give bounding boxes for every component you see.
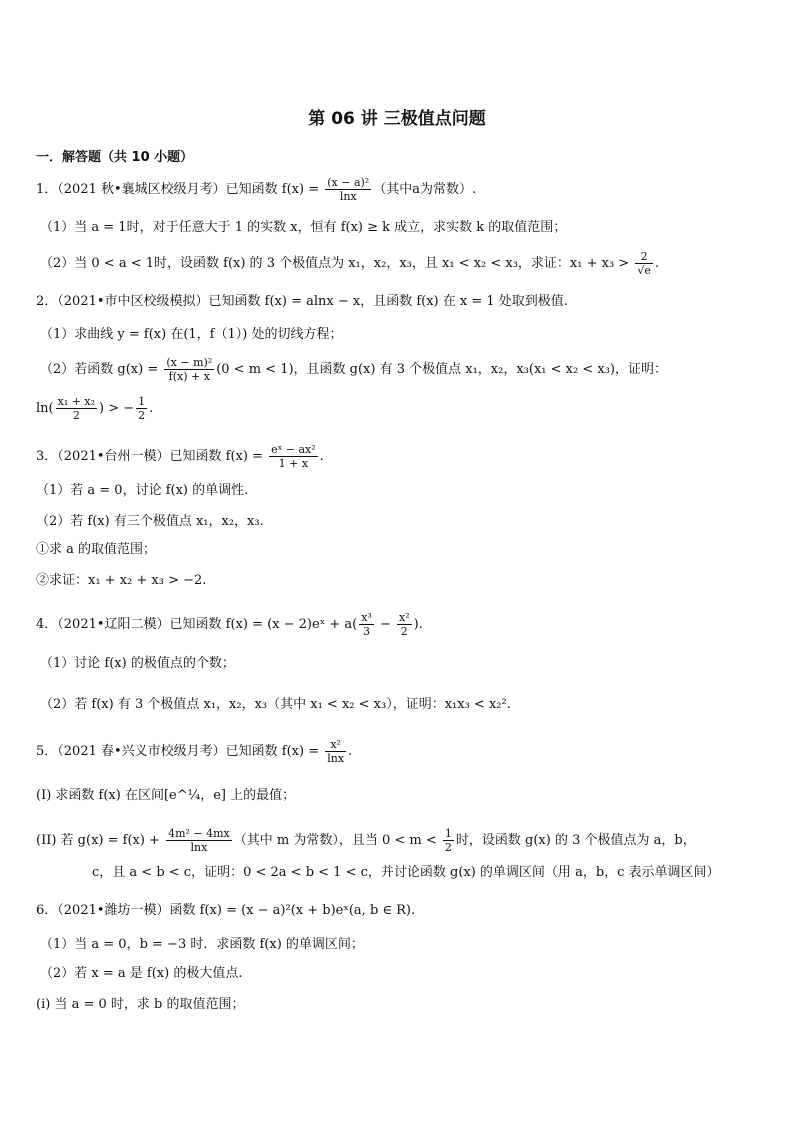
fraction-numerator: x³ [361, 611, 372, 624]
math-fraction [359, 611, 374, 638]
problem-line [40, 964, 764, 984]
line-text: ln( [36, 401, 54, 416]
problem-line [40, 695, 764, 715]
problem-line [36, 540, 764, 560]
line-text: . [149, 401, 154, 416]
line-text: （2）若函数 g(x) = [40, 362, 163, 377]
problem-line [36, 176, 764, 203]
line-text: （2）若 f(x) 有三个极值点 x₁，x₂，x₃. [36, 514, 264, 529]
fraction-numerator: (x − a)² [327, 176, 370, 189]
line-text: . [654, 256, 660, 271]
line-text: ) > − [99, 401, 135, 416]
line-text: （1）若 a = 0，讨论 f(x) 的单调性. [36, 483, 249, 498]
problem-line [36, 292, 764, 312]
math-fraction [325, 176, 371, 203]
fraction-denominator: 2 [400, 625, 408, 638]
line-text: ②求证：x₁ + x₂ + x₃ > −2. [36, 573, 207, 588]
fraction-numerator: eˣ − ax² [271, 443, 316, 456]
problem-line [36, 443, 764, 470]
problem-line [40, 356, 764, 383]
line-text: 6．（2021•潍坊一模）函数 f(x) = (x − a)²(x + b)eˣ(a, b ∈ R). [36, 903, 416, 918]
line-text: （其中 m 为常数），且当 0 < m < [233, 833, 441, 848]
line-text: （2）当 0 < a < 1时，设函数 f(x) 的 3 个极值点为 x₁，x₂，x₃，且 x₁ < x₂ < x₃，求证：x₁ + x₃ > [40, 256, 634, 271]
line-text: （1）讨论 f(x) 的极值点的个数； [40, 656, 235, 671]
problem-line [36, 571, 764, 591]
line-text: . [348, 744, 353, 759]
fraction-denominator: 3 [363, 625, 370, 638]
line-text: . [319, 449, 324, 464]
problem-line [36, 395, 764, 422]
fraction-numerator: x₁ + x₂ [57, 395, 96, 408]
fraction-denominator: 1 + x [278, 457, 309, 470]
line-text: 2．（2021•市中区校级模拟）已知函数 f(x) = alnx − x，且函数 f(x) 在 x = 1 处取到极值. [36, 294, 568, 309]
line-text: c，且 a < b < c，证明：0 < 2a < b < 1 < c，并讨论函数 g(x) 的单调区间（用 a，b，c 表示单调区间） [92, 865, 720, 880]
math-fraction [269, 443, 318, 470]
fraction-denominator: f(x) + x [168, 370, 210, 383]
problem-line [92, 863, 764, 883]
problem-line [36, 738, 764, 765]
section-heading: 一．解答题（共 10 小题） [36, 150, 194, 165]
fraction-denominator: lnx [327, 752, 345, 765]
line-text: 5．（2021 春•兴义市校级月考）已知函数 f(x) = [36, 744, 324, 759]
fraction-numerator: 1 [444, 827, 452, 840]
fraction-denominator: lnx [190, 841, 208, 854]
line-text: （其中a为常数）. [373, 182, 477, 197]
problem-line [40, 935, 764, 955]
problem-line [36, 512, 764, 532]
math-fraction [397, 611, 412, 638]
line-text: 时，设函数 g(x) 的 3 个极值点为 a，b， [455, 833, 696, 848]
fraction-denominator: 2 [444, 841, 452, 854]
line-text: − [375, 617, 395, 632]
problem-line [36, 786, 764, 806]
line-text: ). [413, 617, 423, 632]
fraction-numerator: 2 [635, 250, 653, 264]
line-text: 3．（2021•台州一模）已知函数 f(x) = [36, 449, 268, 464]
problem-line [36, 827, 764, 854]
line-text: (II) 若 g(x) = f(x) + [36, 833, 165, 848]
fraction-numerator: 1 [138, 395, 146, 408]
page-title: 第 06 讲 三极值点问题 [308, 109, 486, 129]
fraction-denominator: √e [637, 264, 651, 277]
math-fraction [166, 827, 232, 854]
problem-line [36, 611, 764, 638]
line-text: 4．（2021•辽阳二模）已知函数 f(x) = (x − 2)eˣ + a( [36, 617, 358, 632]
line-text: （2）若 x = a 是 f(x) 的极大值点. [40, 966, 243, 981]
line-text: （1）当 a = 1时，对于任意大于 1 的实数 x，恒有 f(x) ≥ k 成立，求实数 k 的取值范围； [40, 220, 567, 235]
line-text: （1）求曲线 y = f(x) 在(1，f（1）) 处的切线方程； [40, 327, 343, 342]
fraction-denominator: 2 [72, 409, 80, 422]
line-text: （2）若 f(x) 有 3 个极值点 x₁，x₂，x₃（其中 x₁ < x₂ < x₃），证明：x₁x₃ < x₂². [40, 697, 511, 712]
fraction-numerator: x² [398, 611, 410, 624]
fraction-denominator: 2 [138, 409, 146, 422]
problem-line [40, 325, 764, 345]
problem-line [40, 654, 764, 674]
fraction-numerator: x² [325, 738, 346, 752]
problem-line [36, 901, 764, 921]
line-text: (i) 当 a = 0 时，求 b 的取值范围； [36, 997, 245, 1012]
math-fraction [635, 250, 653, 277]
problem-line [36, 995, 764, 1015]
line-text: (I) 求函数 f(x) 在区间[e^¼，e] 上的最值； [36, 788, 296, 803]
math-fraction [136, 395, 147, 422]
problem-line [40, 250, 764, 277]
math-fraction [443, 827, 454, 854]
line-text: 1．（2021 秋•襄城区校级月考）已知函数 f(x) = [36, 182, 324, 197]
math-fraction [164, 356, 214, 383]
fraction-numerator: (x − m)² [166, 356, 213, 369]
fraction-numerator: 4m² − 4mx [168, 827, 230, 840]
problem-line [36, 481, 764, 501]
math-fraction [56, 395, 97, 422]
problem-line [40, 218, 764, 238]
line-text: (0 < m < 1)，且函数 g(x) 有 3 个极值点 x₁，x₂，x₃(x₁ < x₂ < x₃)，证明： [216, 362, 667, 377]
line-text: （1）当 a = 0，b = −3 时．求函数 f(x) 的单调区间； [40, 937, 364, 952]
math-fraction [325, 738, 346, 765]
line-text: ①求 a 的取值范围； [36, 542, 157, 557]
fraction-denominator: lnx [339, 190, 357, 203]
